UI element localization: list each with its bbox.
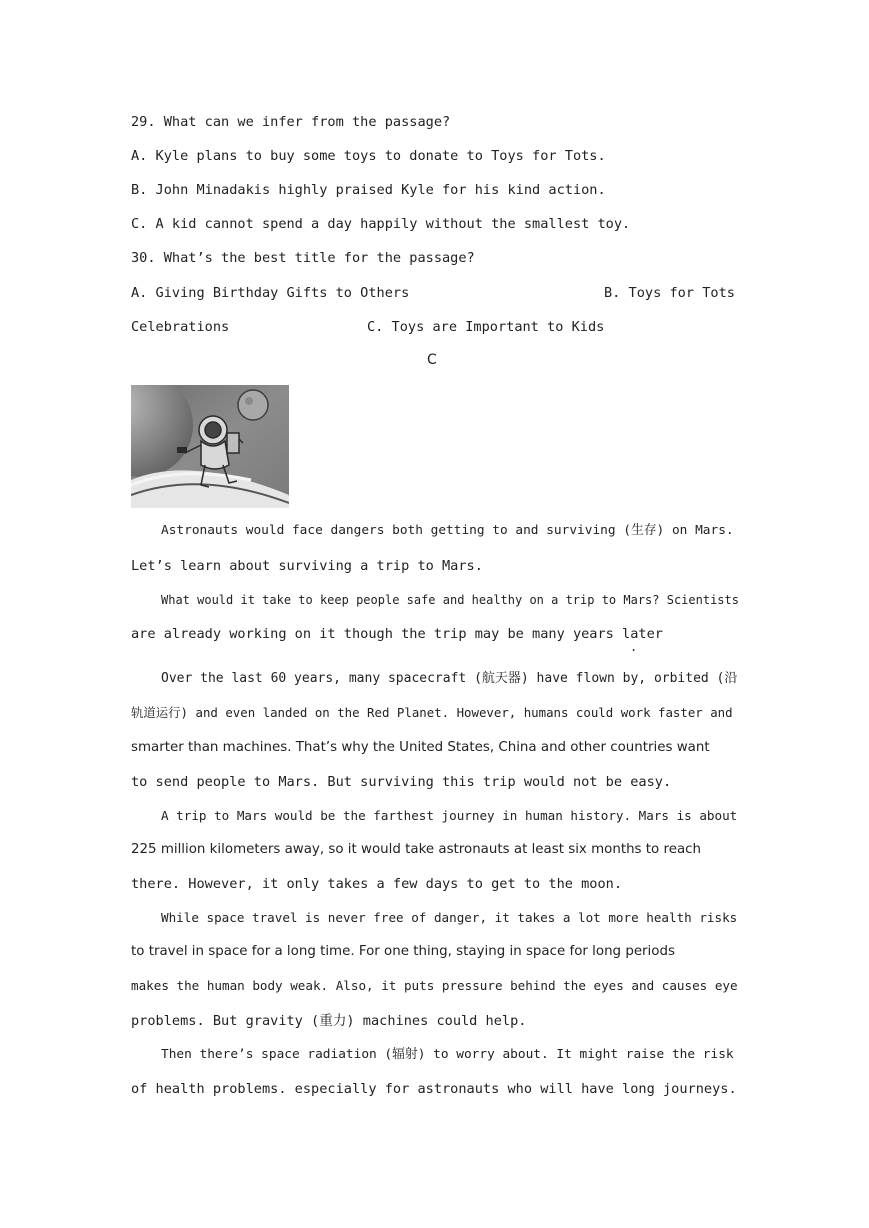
passage-paragraph-5-line-2: to travel in space for a long time. For one thing, staying in space for long periods <box>131 944 675 959</box>
section-heading: C <box>427 352 437 368</box>
passage-paragraph-5-line-3: makes the human body weak. Also, it puts pressure behind the eyes and causes eye <box>131 978 738 993</box>
passage-paragraph-4-line-1: A trip to Mars would be the farthest journey in human history. Mars is about <box>161 808 738 823</box>
passage-paragraph-6-line-2: of health problems. especially for astronauts who will have long journeys. <box>131 1081 737 1097</box>
passage-paragraph-2-line-1: What would it take to keep people safe and healthy on a trip to Mars? Scientists <box>161 593 739 607</box>
question-29-option-a: A. Kyle plans to buy some toys to donate to Toys for Tots. <box>131 148 606 164</box>
passage-paragraph-1-line-1: Astronauts would face dangers both getting to and surviving (生存) on Mars. <box>161 523 734 538</box>
question-29-stem: 29. What can we infer from the passage? <box>131 114 451 130</box>
stray-period: . <box>630 640 638 654</box>
question-29-option-b: B. John Minadakis highly praised Kyle for his kind action. <box>131 182 606 198</box>
passage-paragraph-2-line-2: are already working on it though the trip may be many years later <box>131 626 663 642</box>
astronaut-illustration <box>131 385 289 508</box>
question-30-option-b: B. Toys for Tots <box>604 285 735 301</box>
passage-paragraph-3-line-2: 轨道运行) and even landed on the Red Planet. However, humans could work faster and <box>131 705 733 720</box>
question-30-option-a: A. Giving Birthday Gifts to Others <box>131 285 410 301</box>
question-30-option-c: C. Toys are Important to Kids <box>367 319 605 335</box>
question-30-stem: 30. What’s the best title for the passage? <box>131 250 475 266</box>
passage-paragraph-4-line-3: there. However, it only takes a few days to get to the moon. <box>131 876 623 892</box>
question-30-option-b-continued: Celebrations <box>131 319 230 335</box>
passage-paragraph-1-line-2: Let’s learn about surviving a trip to Mars. <box>131 558 483 574</box>
passage-paragraph-3-line-1: Over the last 60 years, many spacecraft (航天器) have flown by, orbited (沿 <box>161 671 738 686</box>
passage-paragraph-3-line-4: to send people to Mars. But surviving this trip would not be easy. <box>131 774 672 790</box>
passage-paragraph-3-line-3: smarter than machines. That’s why the United States, China and other countries want <box>131 740 710 755</box>
passage-paragraph-4-line-2: 225 million kilometers away, so it would take astronauts at least six months to reach <box>131 842 701 857</box>
question-29-option-c: C. A kid cannot spend a day happily without the smallest toy. <box>131 216 631 232</box>
passage-paragraph-5-line-4: problems. But gravity (重力) machines could help. <box>131 1013 527 1029</box>
passage-paragraph-6-line-1: Then there’s space radiation (辐射) to worry about. It might raise the risk <box>161 1047 734 1062</box>
passage-paragraph-5-line-1: While space travel is never free of danger, it takes a lot more health risks <box>161 910 738 925</box>
